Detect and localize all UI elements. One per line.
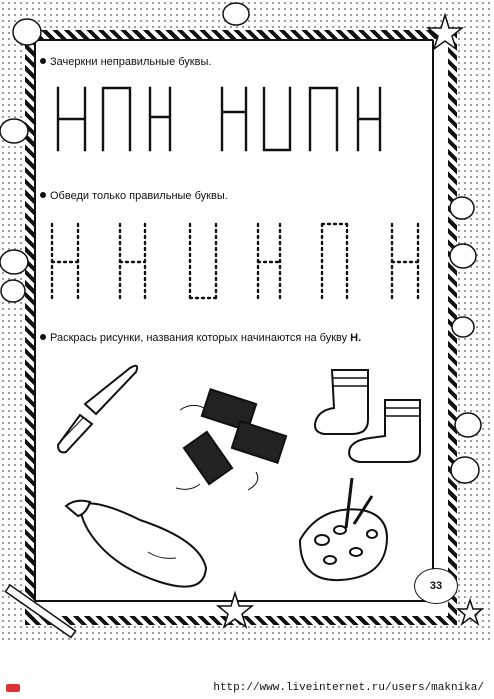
source-url: http://www.liveinternet.ru/users/maknika/ [213,682,484,694]
logo-icon [6,684,20,692]
eggplant-icon [66,501,206,587]
page-number: 33 [414,568,458,604]
task-3-instruction: Раскрась рисунки, названия которых начинаются на букву Н. [40,332,361,344]
socks-icon [315,370,420,462]
task-1-instruction: Зачеркни неправильные буквы. [40,56,211,68]
paint-palette-icon [300,478,387,580]
task-2-instruction: Обведи только правильные буквы. [40,190,228,202]
knife-icon [58,366,137,453]
thread-spools-icon [176,389,286,490]
